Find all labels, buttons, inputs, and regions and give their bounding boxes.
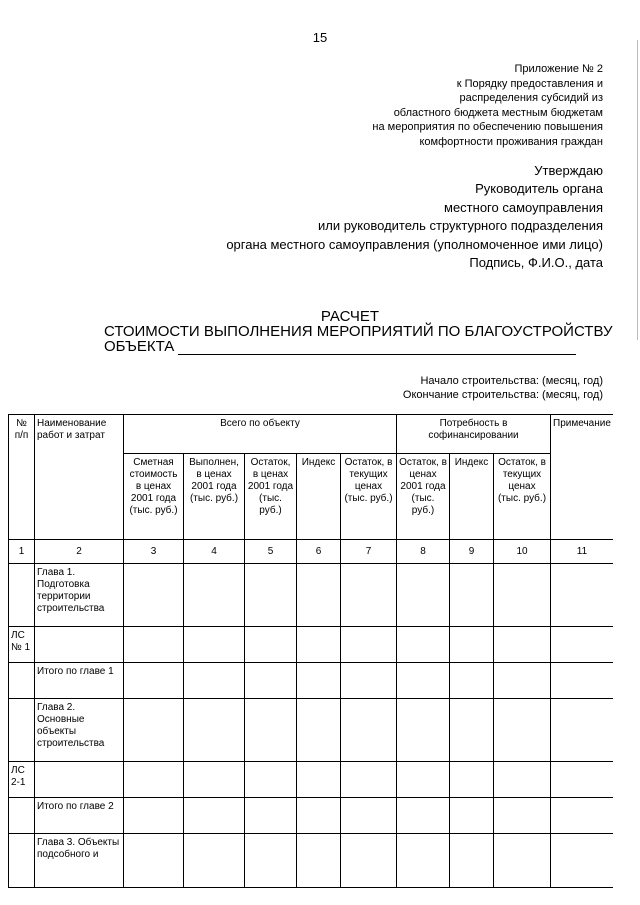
cell — [341, 834, 397, 888]
cell — [245, 564, 297, 627]
cell — [245, 663, 297, 699]
row-num — [9, 798, 35, 834]
header-note: Примечание — [551, 415, 613, 540]
cell — [450, 663, 494, 699]
column-number: 9 — [450, 540, 494, 564]
header-sub: Остаток, в ценах 2001 года (тыс. руб.) — [245, 454, 297, 540]
column-number: 2 — [35, 540, 124, 564]
cell — [124, 627, 184, 663]
column-number: 10 — [494, 540, 551, 564]
cell — [124, 663, 184, 699]
header-sub: Остаток, в текущих ценах (тыс. руб.) — [494, 454, 551, 540]
header-name: Наименование работ и затрат — [35, 415, 124, 540]
cell — [551, 834, 613, 888]
annex-line: областного бюджета местным бюджетам — [393, 106, 603, 119]
cell — [494, 627, 551, 663]
cell — [341, 699, 397, 762]
approval-line: органа местного самоуправления (уполномоченное ими лицо) — [226, 236, 603, 252]
row-name: Итого по главе 2 — [35, 798, 124, 834]
cell — [397, 834, 450, 888]
cell — [551, 627, 613, 663]
object-line — [104, 338, 576, 355]
row-name — [35, 627, 124, 663]
estimate-table — [8, 414, 613, 888]
cell — [450, 627, 494, 663]
scan-edge-line — [637, 40, 638, 340]
annex-line: Приложение № 2 — [514, 63, 603, 75]
annex-block — [263, 62, 603, 150]
cell — [297, 834, 341, 888]
row-num — [9, 834, 35, 888]
cell — [450, 798, 494, 834]
cell — [551, 564, 613, 627]
cell — [494, 834, 551, 888]
cell — [397, 762, 450, 798]
row-num — [9, 564, 35, 627]
column-number: 11 — [551, 540, 613, 564]
start-date-label: Начало строительства: (месяц, год) — [420, 375, 603, 387]
header-sub: Индекс — [450, 454, 494, 540]
cell — [450, 564, 494, 627]
cell — [341, 663, 397, 699]
header-total-group: Всего по объекту — [124, 415, 397, 454]
header-sub: Выполнен, в ценах 2001 года (тыс. руб.) — [184, 454, 245, 540]
table-row — [9, 627, 613, 663]
dates-block — [303, 374, 603, 402]
cell — [341, 798, 397, 834]
row-name — [35, 762, 124, 798]
cell — [551, 762, 613, 798]
column-number: 1 — [9, 540, 35, 564]
cell — [124, 834, 184, 888]
cell — [245, 834, 297, 888]
cell — [397, 627, 450, 663]
cell — [551, 699, 613, 762]
header-need-group: Потребность в софинансировании — [397, 415, 551, 454]
cell — [184, 834, 245, 888]
cell — [551, 663, 613, 699]
cell — [450, 762, 494, 798]
cell — [184, 663, 245, 699]
column-number: 6 — [297, 540, 341, 564]
doc-subtitle: СТОИМОСТИ ВЫПОЛНЕНИЯ МЕРОПРИЯТИЙ ПО БЛАГОУСТРОЙСТВУ — [104, 323, 613, 340]
cell — [124, 762, 184, 798]
cell — [297, 627, 341, 663]
cell — [494, 699, 551, 762]
row-num: ЛС № 1 — [9, 627, 35, 663]
cell — [184, 762, 245, 798]
cell — [124, 699, 184, 762]
cell — [297, 663, 341, 699]
cell — [184, 798, 245, 834]
object-label: ОБЪЕКТА — [104, 338, 175, 355]
header-sub: Сметная стоимость в ценах 2001 года (тыс. руб.) — [124, 454, 184, 540]
row-name: Глава 3. Объекты подсобного и — [35, 834, 124, 888]
approval-line: или руководитель структурного подразделения — [318, 218, 603, 234]
column-number: 5 — [245, 540, 297, 564]
table-row — [9, 762, 613, 798]
approval-line: Утверждаю — [534, 163, 603, 178]
cell — [297, 564, 341, 627]
cell — [124, 564, 184, 627]
header-sub: Остаток, в ценах 2001 года (тыс. руб.) — [397, 454, 450, 540]
table-row — [9, 663, 613, 699]
row-name: Глава 2. Основные объекты строительства — [35, 699, 124, 762]
cell — [297, 699, 341, 762]
cell — [124, 798, 184, 834]
cell — [397, 699, 450, 762]
cell — [341, 762, 397, 798]
row-name: Итого по главе 1 — [35, 663, 124, 699]
annex-line: на мероприятия по обеспечению повышения — [372, 121, 603, 134]
approval-line: местного самоуправления — [444, 199, 603, 215]
table-row — [9, 699, 613, 762]
cell — [297, 762, 341, 798]
column-number: 3 — [124, 540, 184, 564]
table-row — [9, 798, 613, 834]
end-date-label: Окончание строительства: (месяц, год) — [402, 389, 603, 401]
approval-line: Подпись, Ф.И.О., дата — [469, 255, 603, 271]
cell — [397, 564, 450, 627]
cell — [341, 564, 397, 627]
cell — [245, 762, 297, 798]
row-num — [9, 699, 35, 762]
row-num: ЛС 2-1 — [9, 762, 35, 798]
table-row — [9, 564, 613, 627]
cell — [184, 627, 245, 663]
page-number: 15 — [312, 30, 328, 45]
cell — [494, 798, 551, 834]
cell — [245, 798, 297, 834]
annex-line: распределения субсидий из — [459, 92, 603, 105]
cell — [397, 798, 450, 834]
cell — [184, 699, 245, 762]
annex-line: комфортности проживания граждан — [419, 135, 603, 148]
table-row — [9, 834, 613, 888]
approval-block — [143, 162, 603, 272]
column-number: 4 — [184, 540, 245, 564]
header-sub: Индекс — [297, 454, 341, 540]
cell — [450, 699, 494, 762]
cell — [184, 564, 245, 627]
cell — [551, 798, 613, 834]
header-sub: Остаток, в текущих ценах (тыс. руб.) — [341, 454, 397, 540]
cell — [494, 663, 551, 699]
row-name: Глава 1. Подготовка территории строительства — [35, 564, 124, 627]
row-num — [9, 663, 35, 699]
cell — [494, 762, 551, 798]
cell — [494, 564, 551, 627]
cell — [341, 627, 397, 663]
cell — [450, 834, 494, 888]
cell — [397, 663, 450, 699]
object-blank-field — [178, 339, 576, 355]
doc-title: РАСЧЕТ — [320, 308, 380, 325]
approval-line: Руководитель органа — [475, 181, 603, 197]
cell — [245, 627, 297, 663]
annex-line: к Порядку предоставления и — [456, 77, 603, 90]
header-num: № п/п — [9, 415, 35, 540]
column-number: 7 — [341, 540, 397, 564]
column-number: 8 — [397, 540, 450, 564]
cell — [245, 699, 297, 762]
cell — [297, 798, 341, 834]
